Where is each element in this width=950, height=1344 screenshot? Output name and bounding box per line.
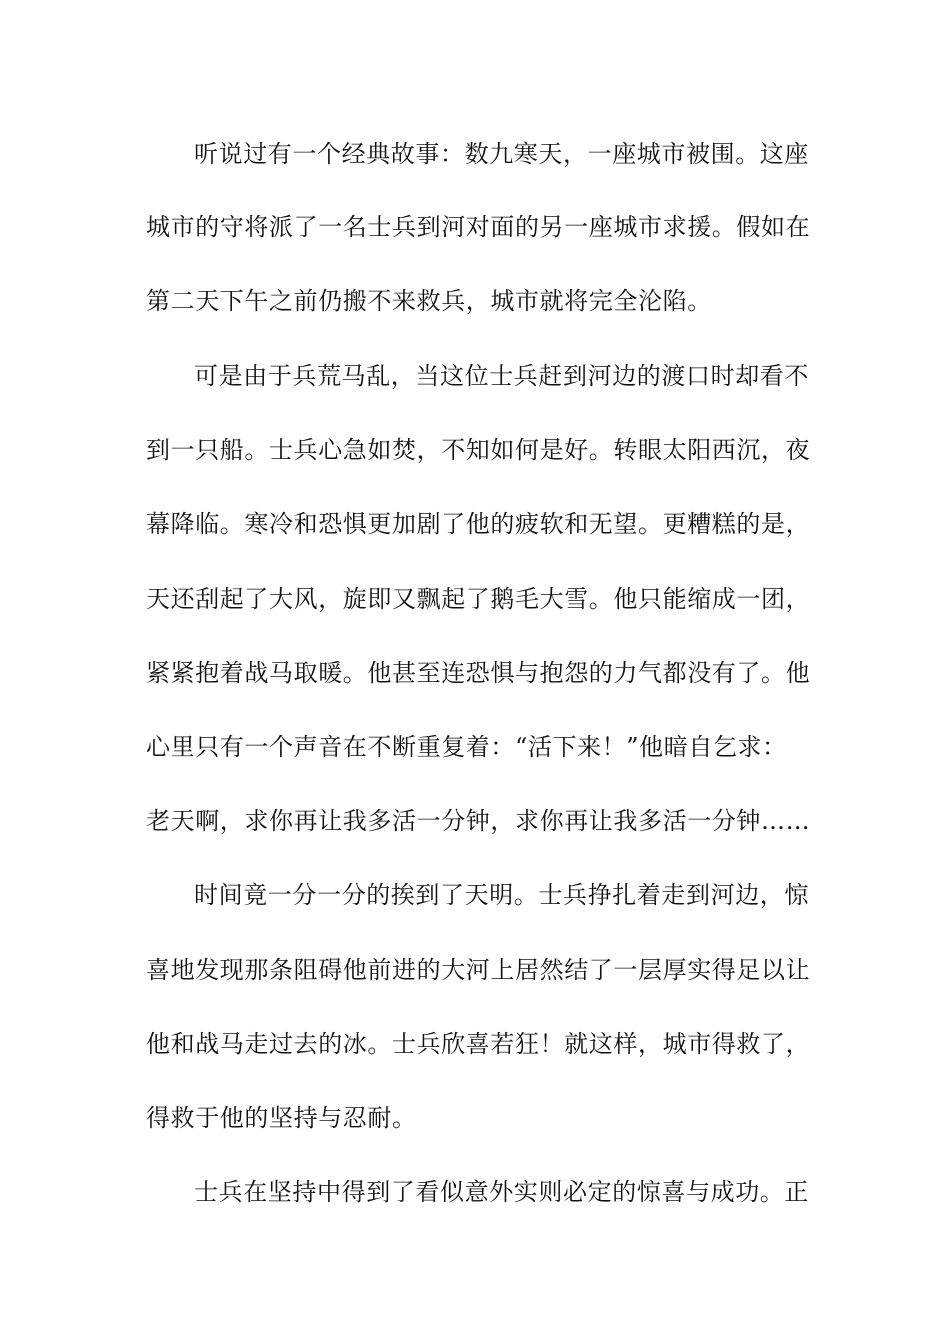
paragraph-2-line-1: 可是由于兵荒马乱，当这位士兵赶到河边的渡口时却看不 (194, 362, 809, 390)
paragraph-3-line-4: 得救于他的坚持与忍耐。 (146, 1104, 417, 1132)
paragraph-4-line-1: 士兵在坚持中得到了看似意外实则必定的惊喜与成功。正 (194, 1178, 809, 1206)
paragraph-2-line-4: 天还刮起了大风，旋即又飘起了鹅毛大雪。他只能缩成一团， (146, 585, 811, 613)
paragraph-1-line-3: 第二天下午之前仍搬不来救兵，城市就将完全沦陷。 (146, 287, 712, 315)
paragraph-2-line-6: 心里只有一个声音在不断重复着：“活下来！”他暗自乞求： (146, 733, 787, 761)
paragraph-3-line-2: 喜地发现那条阻碍他前进的大河上居然结了一层厚实得足以让 (146, 956, 811, 984)
paragraph-3-line-3: 他和战马走过去的冰。士兵欣喜若狂！就这样，城市得救了， (146, 1030, 811, 1058)
paragraph-1-line-1: 听说过有一个经典故事：数九寒天，一座城市被围。这座 (194, 140, 809, 168)
paragraph-2-line-3: 幕降临。寒冷和恐惧更加剧了他的疲软和无望。更糟糕的是， (146, 510, 811, 538)
paragraph-3-line-1: 时间竟一分一分的挨到了天明。士兵挣扎着走到河边，惊 (194, 881, 809, 909)
paragraph-1-line-2: 城市的守将派了一名士兵到河对面的另一座城市求援。假如在 (146, 213, 811, 241)
paragraph-2-line-5: 紧紧抱着战马取暖。他甚至连恐惧与抱怨的力气都没有了。他 (146, 659, 811, 687)
paragraph-2-line-7: 老天啊，求你再让我多活一分钟，求你再让我多活一分钟…… (146, 807, 811, 835)
paragraph-2-line-2: 到一只船。士兵心急如焚，不知如何是好。转眼太阳西沉，夜 (146, 436, 811, 464)
